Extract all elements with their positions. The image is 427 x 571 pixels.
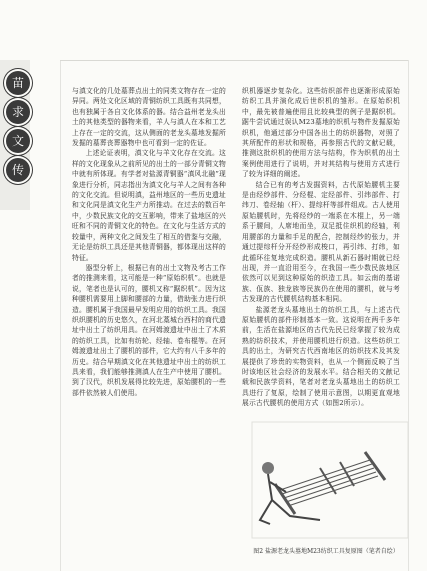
figure-caption: 图2 盐源老龙头墓地M23纺织工具复原图（笔者自绘） [253, 548, 399, 555]
badge-1: 苗 [6, 71, 30, 95]
loom-drawing [250, 420, 410, 540]
left-paragraph-1: 与滇文化的几处墓葬点出土的同类文物存在一定的异同。两处文化区域的青铜纺织工具既有共同想，也有独属于各自文化体系的器。结合益州老龙头出土的其他类型的器物来看，羊人与滇人在本和工艺上存在一定的交流，这从侧面的老龙头墓地发掘所发掘的墓葬丧葬器物中也可看到一定的佐证。 [72, 87, 226, 148]
right-paragraph-1: 织机器逐步复杂化。这些纺织部件也逐渐形成原始纺织工具并演化成后世织机的雏形。在原始织机中，最先被普遍使用且比较典型的例子是踞织机。踞牛尝试通过误认M23墓地的织机与物件发掘原始织机，他通过部分中国各出土的纺织器物，对照了其所配件的形状和规格，再参照古代的文献记载，推测这批织机的使用方法与结构，作为织机的出土案例使用进行了说明，并对其结构与使用方式进行了较为详细的阐述。 [242, 87, 400, 179]
left-paragraph-2: 上述论证表明，滇文化与羊文化存在交流。这样的文化现象从之前所见的出土的一部分青铜文物中就有所体现。有学者对盐源青铜器“滇风北融”现象进行分析，同志指出为滇文化与羊人之间有各种的文化交流。但说明滇，益州地区的一些历史遗址和文化同是滇文化生产力所推动。在过去的数百年中，少数民族文化的交互影响，带来了盐地区的兴旺和不同的青铜文化的特色。在文化与生活方式的较量中，两种文化之间发生了相互的借鉴与交融，无论是纺织工具还是其他青铜器，都体现出这样的特征。 [72, 149, 226, 262]
right-paragraph-2: 结合已有的考古发掘资料，古代原始腰机主要是由经纱部件、分经棍、定经部件、引纬部件、打纬刀、卷经轴（杆）、提综杆等部件组成。古人使用原始腰机时，先将经纱的一端系在木棍上，另一端系于腰间，人席地而坐，双足抵住织机的经轴，利用腰部的力量和手足的配合，控制经纱的张力，并通过提综杆分开经纱形成梭口，再引纬、打纬，如此循环往复地完成织造。腰机从新石器时期就已经出现，并一直沿用至今，在我国一些少数民族地区依然可以见到这种原始的织造工具。如云南的基诺族、佤族、独龙族等民族仍在使用的腰机，就与考古发现的古代腰机结构基本相同。 [242, 180, 400, 304]
right-text-column [242, 86, 400, 409]
loom-illustration [250, 420, 410, 540]
sidebar-badges [6, 71, 34, 187]
top-margin-line [60, 60, 408, 61]
badge-2: 求 [6, 100, 30, 124]
right-paragraph-3: 盐源老龙头墓地出土的纺织工具，与上述古代原始腰机的部件形制基本一致。这说明在两千多年前，生活在盐源地区的古代先民已经掌握了较为成熟的纺织技术，并使用腰机进行织造。这些纺织工具的出土，为研究古代西南地区的纺织技术及其发展提供了珍贵的实物资料，也从一个侧面反映了当时该地区社会经济的发展水平。结合相关的文献记载和民族学资料，笔者对老龙头墓地出土的纺织工具进行了复原，绘制了使用示意图，以期更直观地展示古代腰机的使用方式（如图2所示）。 [242, 305, 400, 408]
left-text-column [72, 86, 226, 556]
left-paragraph-3: 器型分析上，根据已有的出土文物及考古工作者的推测来看，这可能是一种“原始织机”。也就是说，笔者也是认可的，腰机又称“踞织机”。因为这种腰机需要用上脚和腰部的力量，借助张力进行织造。腰机属于我国最早发明应用的纺织工具。我国织织腰机的历史悠久，在河北藁城台西村的商代遗址中出土了纺织用具。在河姆渡遗址中出土了木质的纺织工具，比如有纺轮、经轴、卷布棍等。在河姆渡遗址出土了腰机的部件，它大约有八千多年的历史。结合早期滇文化在其他遗址中出土的纺织工具来看，我们能够推测滇人在生产中使用了腰机。到了汉代，织机发展得比较先进，原始腰机的一些部件依然被人们使用。 [72, 263, 226, 397]
left-margin-line [60, 60, 61, 571]
badge-3: 文 [6, 129, 30, 153]
badge-4: 传 [6, 158, 30, 182]
